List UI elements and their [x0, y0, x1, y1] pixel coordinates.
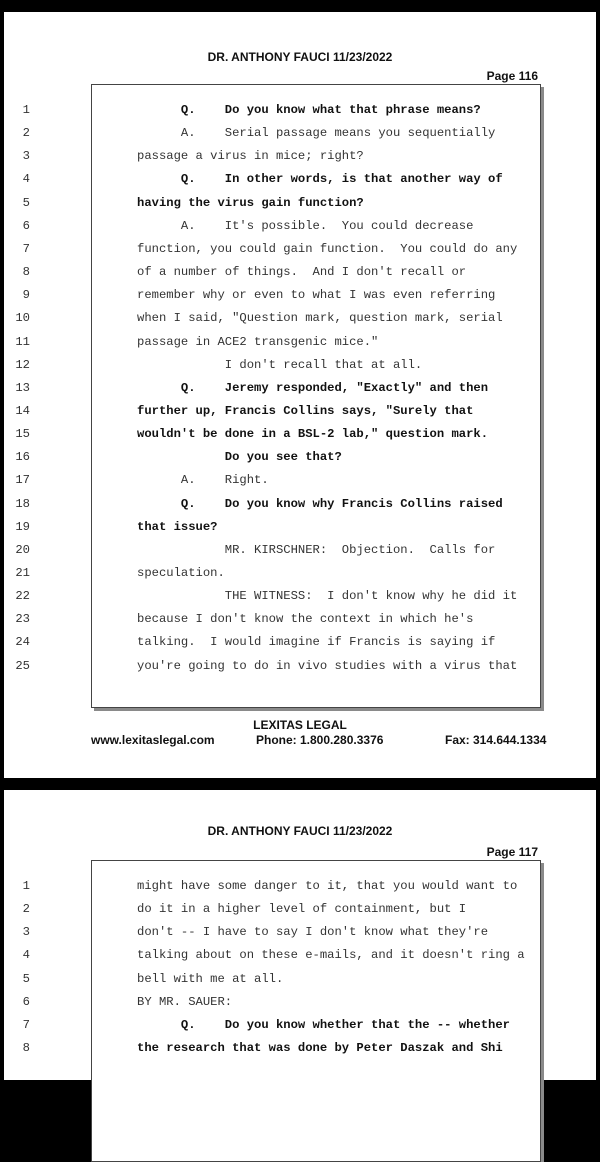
line-text: passage a virus in mice; right?: [137, 149, 364, 164]
line-text: because I don't know the context in which he's: [137, 612, 474, 627]
line-number: 10: [15, 311, 30, 326]
line-number: 14: [15, 403, 30, 418]
line-number: 18: [15, 496, 30, 511]
line-number: 9: [22, 288, 30, 303]
transcript-line: [22, 99, 540, 122]
line-number: 7: [22, 1017, 30, 1032]
page-number-label: Page 116: [486, 69, 538, 83]
transcript-line: [22, 261, 540, 284]
line-number: 2: [22, 126, 30, 141]
line-number: 4: [22, 172, 30, 187]
line-text: A. Right.: [137, 473, 269, 488]
transcript-page-116: [4, 12, 596, 778]
transcript-line: [15, 516, 540, 539]
transcript-line: [15, 446, 540, 469]
line-text: wouldn't be done in a BSL-2 lab," question mark.: [137, 427, 489, 442]
line-number: 1: [22, 103, 30, 117]
line-text: Q. Do you know whether that the -- whether: [137, 1017, 510, 1032]
line-number: 23: [15, 612, 30, 627]
line-number: 15: [15, 427, 30, 442]
line-number: 21: [15, 566, 30, 580]
line-number: 16: [15, 450, 30, 465]
transcript-line: [15, 631, 540, 654]
line-text: BY MR. SAUER:: [137, 994, 233, 1009]
transcript-line: [22, 875, 540, 898]
line-text: function, you could gain function. You could do any: [137, 241, 518, 256]
transcript-line: [15, 400, 540, 423]
transcript-line: [15, 331, 540, 354]
line-text: of a number of things. And I don't recall or: [137, 265, 467, 280]
transcript-line: [15, 539, 540, 562]
line-text: Q. In other words, is that another way of: [137, 172, 503, 187]
line-number: 11: [15, 334, 30, 349]
line-number: 20: [15, 542, 30, 557]
transcript-line: [22, 968, 540, 991]
line-number: 22: [15, 589, 30, 604]
line-text: talking. I would imagine if Francis is saying if: [137, 635, 496, 650]
transcript-line: [15, 469, 540, 492]
line-number: 17: [15, 473, 30, 488]
line-number: 7: [22, 241, 30, 256]
transcript-box: [15, 84, 541, 708]
transcript-line: [22, 921, 540, 944]
transcript-line: [22, 1037, 540, 1060]
transcript-line: [22, 215, 540, 238]
line-text: further up, Francis Collins says, "Surely that: [137, 403, 474, 418]
line-number: 8: [22, 265, 30, 280]
line-text: Q. Jeremy responded, "Exactly" and then: [137, 380, 489, 395]
line-number: 12: [15, 357, 30, 372]
line-text: might have some danger to it, that you would want to: [137, 879, 518, 893]
transcript-line: [22, 122, 540, 145]
transcript-box: [22, 860, 541, 1162]
transcript-line: [22, 145, 540, 168]
line-text: when I said, "Question mark, question mark, serial: [137, 311, 503, 326]
line-number: 13: [15, 380, 30, 395]
transcript-line: [15, 562, 540, 585]
line-text: you're going to do in vivo studies with a virus that: [137, 658, 518, 673]
transcript-line: [22, 168, 540, 191]
line-text: speculation.: [137, 566, 225, 580]
line-number: 1: [22, 879, 30, 893]
transcript-line: [15, 493, 540, 516]
line-text: having the virus gain function?: [137, 195, 364, 210]
transcript-line: [22, 192, 540, 215]
line-text: Do you see that?: [137, 450, 342, 465]
line-number: 6: [22, 994, 30, 1009]
transcript-page-117: [4, 790, 596, 1080]
transcript-line: [15, 608, 540, 631]
transcript-line: [15, 423, 540, 446]
footer-phone: Phone: 1.800.280.3376: [256, 733, 384, 747]
transcript-line: [15, 377, 540, 400]
line-number: 5: [22, 971, 30, 986]
line-text: Q. Do you know why Francis Collins raised: [137, 496, 503, 511]
transcript-line: [15, 585, 540, 608]
line-text: bell with me at all.: [137, 971, 284, 986]
line-text: do it in a higher level of containment, but I: [137, 902, 467, 917]
transcript-line: [15, 307, 540, 330]
page-header-title: DR. ANTHONY FAUCI 11/23/2022: [207, 50, 393, 64]
line-number: 2: [22, 902, 30, 917]
transcript-line: [15, 655, 540, 678]
line-text: I don't recall that at all.: [137, 357, 423, 372]
transcript-line: [15, 354, 540, 377]
line-text: don't -- I have to say I don't know what they're: [137, 925, 489, 940]
line-number: 3: [22, 149, 30, 164]
line-text: that issue?: [137, 519, 218, 534]
transcript-line: [22, 898, 540, 921]
page-number-label: Page 117: [486, 845, 538, 859]
line-number: 3: [22, 925, 30, 940]
line-text: A. Serial passage means you sequentially: [137, 126, 496, 141]
line-text: MR. KIRSCHNER: Objection. Calls for: [137, 542, 496, 557]
transcript-line: [22, 944, 540, 967]
transcript-line: [22, 991, 540, 1014]
line-number: 4: [22, 948, 30, 963]
line-number: 24: [15, 635, 30, 650]
line-text: THE WITNESS: I don't know why he did it: [137, 589, 518, 604]
line-text: remember why or even to what I was even referring: [137, 288, 496, 303]
line-number: 8: [22, 1041, 30, 1056]
line-text: talking about on these e-mails, and it doesn't ring a: [137, 948, 525, 963]
line-text: Q. Do you know what that phrase means?: [137, 103, 481, 117]
line-number: 25: [15, 658, 30, 673]
footer-company-name: LEXITAS LEGAL: [253, 718, 347, 732]
transcript-line: [22, 1014, 540, 1037]
transcript-line: [22, 238, 540, 261]
line-number: 6: [22, 218, 30, 233]
line-number: 19: [15, 519, 30, 534]
line-text: passage in ACE2 transgenic mice.": [137, 334, 379, 349]
footer-fax: Fax: 314.644.1334: [445, 733, 547, 747]
line-text: A. It's possible. You could decrease: [137, 218, 474, 233]
line-text: the research that was done by Peter Daszak and Shi: [137, 1041, 503, 1056]
transcript-line: [22, 284, 540, 307]
line-number: 5: [22, 195, 30, 210]
footer-website: www.lexitaslegal.com: [91, 733, 215, 747]
page-header-title: DR. ANTHONY FAUCI 11/23/2022: [207, 824, 393, 838]
